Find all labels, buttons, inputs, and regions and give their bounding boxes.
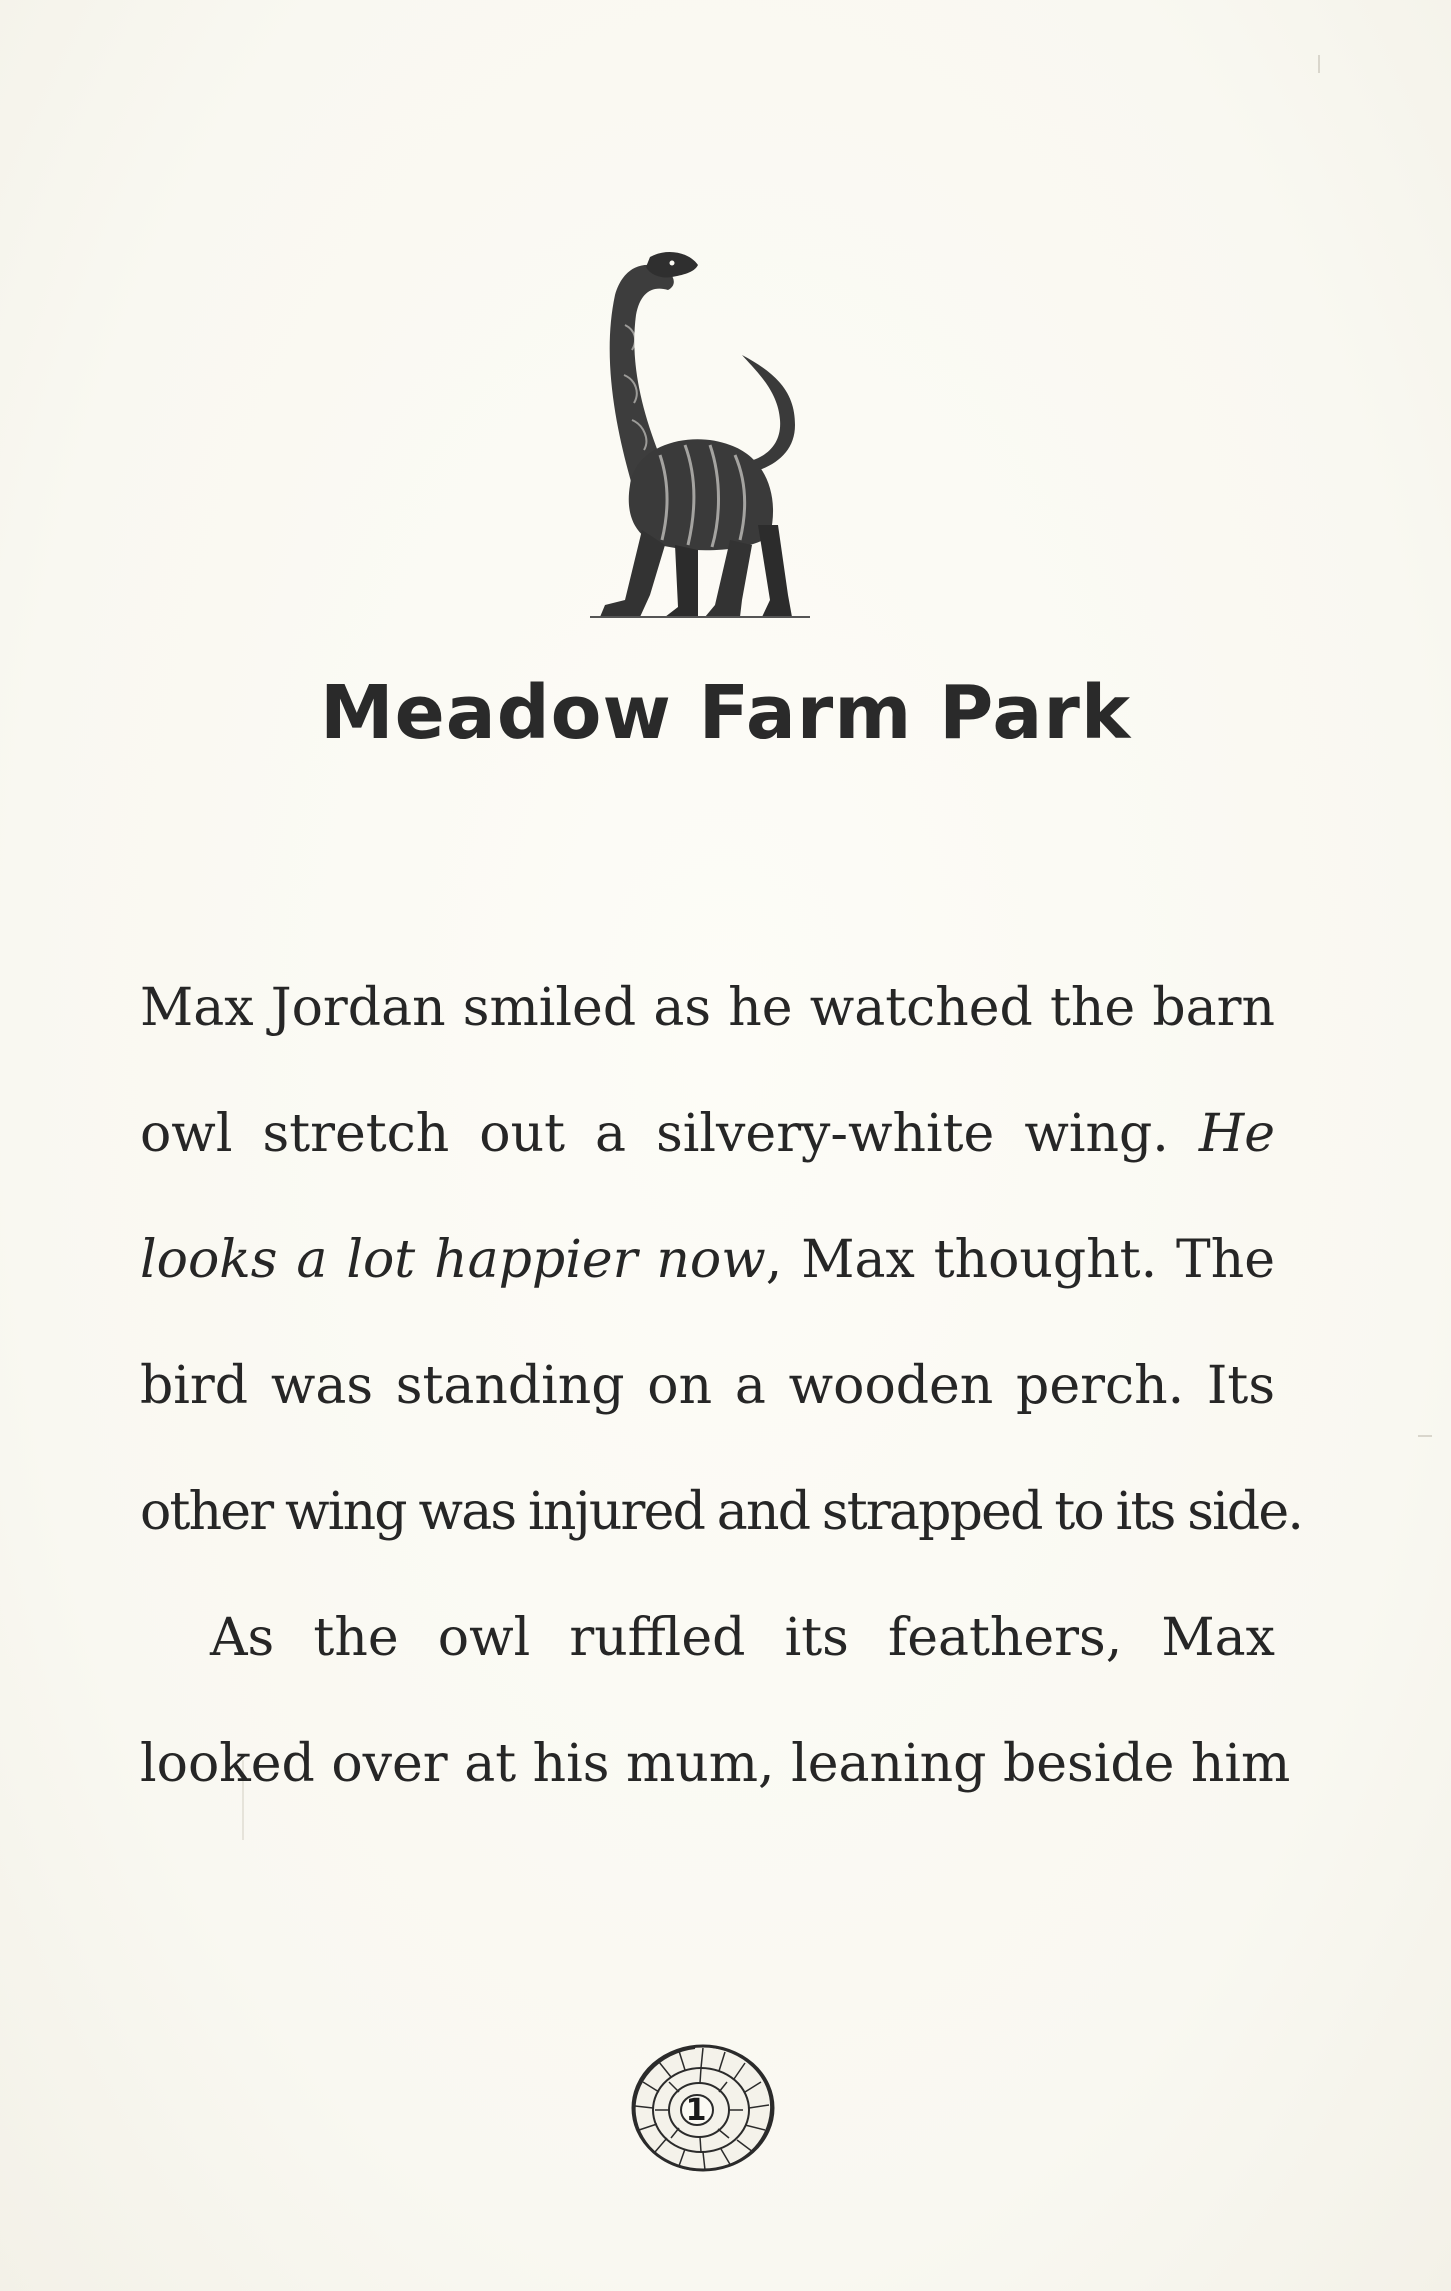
italic-text: looks a lot happier now <box>140 1230 766 1290</box>
text-line: Max Jordan smiled as he watched the barn <box>140 978 1275 1038</box>
paragraph <box>140 945 1303 1575</box>
text-segment: , Max thought. The <box>765 1230 1276 1290</box>
text-line <box>140 1071 1275 1197</box>
text-line <box>140 1197 1275 1323</box>
chapter-body <box>140 945 1303 1827</box>
text-segment: owl stretch out a silvery-white wing. <box>140 1104 1169 1164</box>
text-line: As the owl ruffled its feathers, Max <box>210 1608 1275 1668</box>
page-number: 1 <box>685 2093 707 2128</box>
scan-mark <box>1418 1435 1432 1437</box>
paragraph <box>140 1575 1291 1827</box>
italic-text: He <box>1198 1104 1275 1164</box>
text-line: looked over at his mum, leaning beside him <box>140 1734 1291 1794</box>
chapter-title: Meadow Farm Park <box>319 670 1132 756</box>
text-line: other wing was injured and strapped to its side. <box>140 1482 1303 1542</box>
brachiosaurus-dinosaur-icon <box>580 245 850 625</box>
text-line: bird was standing on a wooden perch. Its <box>140 1356 1275 1416</box>
scan-mark <box>1318 55 1320 73</box>
